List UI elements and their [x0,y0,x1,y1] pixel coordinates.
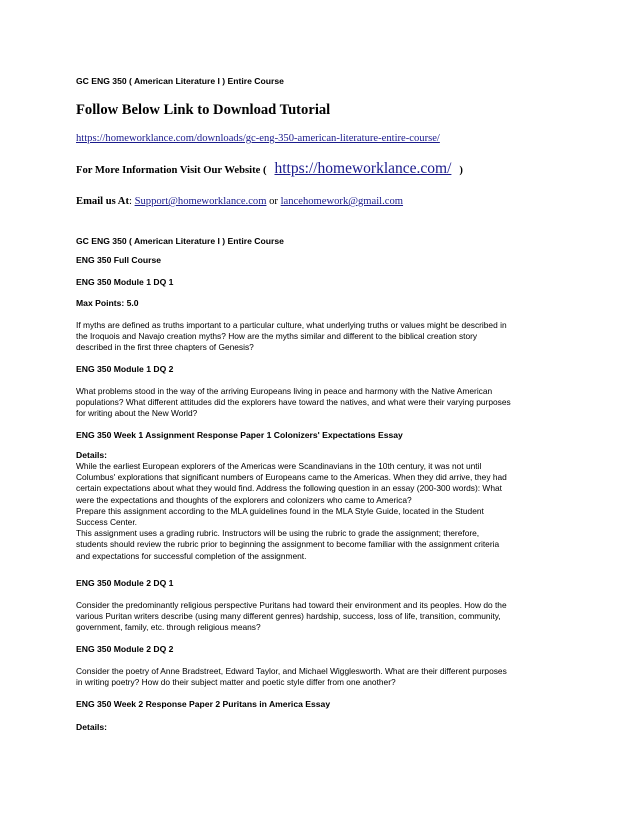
follow-heading: Follow Below Link to Download Tutorial [76,102,331,118]
download-link[interactable]: https://homeworklance.com/downloads/gc-eng-350-american-literature-entire-course/ [76,133,440,144]
paragraph-line: students should review the rubric prior to beginning the assignment to become familiar with the assignment criteria [76,539,500,550]
week2-details-label: Details: [76,722,108,732]
paragraph-line: Columbus' explorations that significant numbers of Europeans came to the Americas. When they did arrive, they had [76,472,507,483]
paragraph-line: If myths are defined as truths important to a particular culture, what underlying truths or values might be described in [76,320,507,330]
week1-assignment-heading: ENG 350 Week 1 Assignment Response Paper 1 Colonizers' Expectations Essay [76,430,403,440]
full-course-heading: ENG 350 Full Course [76,255,162,265]
more-info-label: For More Information Visit Our Website ( [76,165,267,176]
email-label: Email us At [76,196,129,207]
module2-dq2-heading: ENG 350 Module 2 DQ 2 [76,644,174,654]
paragraph-line: This assignment uses a grading rubric. Instructors will be using the rubric to grade the assignment; therefore, [76,528,480,539]
module2-dq1-text [76,600,566,634]
paragraph-line: Consider the predominantly religious perspective Puritans had toward their environment and its peoples. How do the [76,600,507,610]
course-title: GC ENG 350 ( American Literature I ) Entire Course [76,236,284,246]
module1-dq1-heading: ENG 350 Module 1 DQ 1 [76,277,174,287]
paragraph-line: described in the first three chapters of Genesis? [76,342,254,353]
paragraph-line: Success Center. [76,517,137,528]
week1-details-text [76,461,566,562]
paragraph-line: were the expectations and thoughts of the explorers and colonizers who came to America? [76,494,412,505]
more-info-close: ) [459,165,463,176]
paragraph-line: What problems stood in the way of the arriving Europeans living in peace and harmony with the Native American [76,386,493,396]
paragraph-line: and expectations for successful completion of the assignment. [76,550,307,561]
email-secondary-link[interactable]: lancehomework@gmail.com [280,196,404,207]
paragraph-line: in writing poetry? How do their subject matter and poetic style differ from one another? [76,677,396,688]
email-primary-link[interactable]: Support@homeworklance.com [134,196,267,207]
module1-dq2-text [76,386,566,420]
paragraph-line: certain expectations about what they would find. Address the following question in an essay (200-300 words): What [76,483,502,494]
module1-dq2-heading: ENG 350 Module 1 DQ 2 [76,364,174,374]
paragraph-line: While the earliest European explorers of the Americas were Scandinavians in the 10th century, it was not until [76,461,482,471]
paragraph-line: for writing about the New World? [76,408,198,419]
email-line [76,196,566,207]
week1-details-label: Details: [76,450,108,460]
top-course-title: GC ENG 350 ( American Literature I ) Entire Course [76,76,284,86]
paragraph-line: various Puritan writers describe (using many different genres) hardship, success, loss of life, transition, community, [76,611,501,622]
email-colon: : [128,196,132,207]
module2-dq1-heading: ENG 350 Module 2 DQ 1 [76,578,174,588]
max-points: Max Points: 5.0 [76,298,139,308]
paragraph-line: Consider the poetry of Anne Bradstreet, Edward Taylor, and Michael Wigglesworth. What are their different purposes [76,666,507,676]
paragraph-line: government, family, etc. through religious means? [76,622,261,633]
download-link-line [76,133,566,144]
paragraph-line: Prepare this assignment according to the MLA guidelines found in the MLA Style Guide, located in the Student [76,505,484,516]
paragraph-line: populations? What different attitudes did the explorers have toward the natives, and what were their varying purposes [76,397,511,408]
week2-response-heading: ENG 350 Week 2 Response Paper 2 Puritans in America Essay [76,699,331,709]
more-info-line [76,160,576,178]
website-link[interactable]: https://homeworklance.com/ [274,160,452,177]
module1-dq1-text [76,320,566,354]
email-or: or [269,196,278,207]
paragraph-line: the Iroquois and Navajo creation myths? How are the myths similar and different to the biblical creation story [76,331,478,342]
module2-dq2-text [76,666,566,688]
